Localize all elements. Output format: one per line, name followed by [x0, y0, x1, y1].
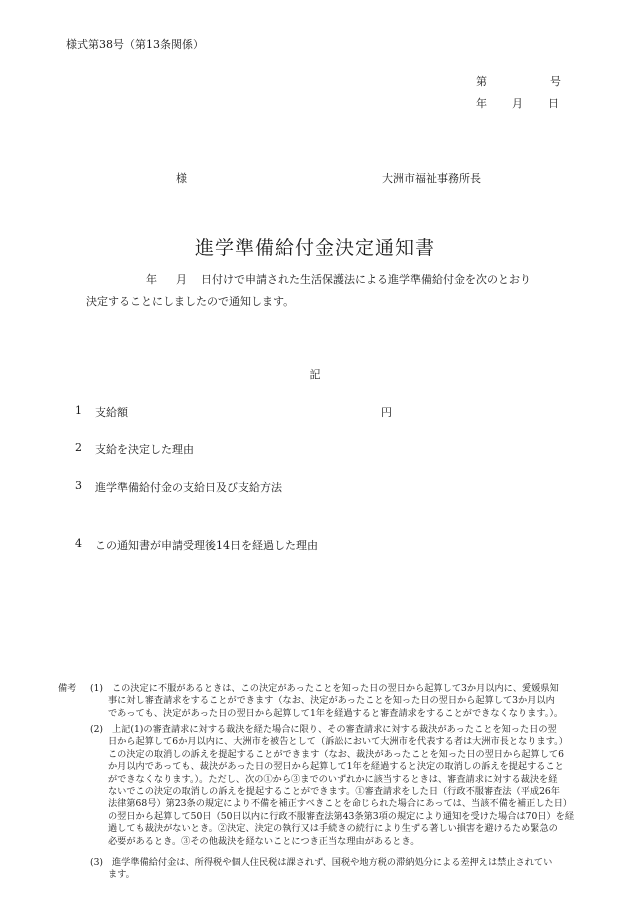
note-line: 事に対し審査請求をすることができます（なお、決定があったことを知った日の翌日から起算して3か月以内	[108, 695, 555, 707]
date-day: 日	[548, 97, 559, 110]
note-line: この決定に不服があるときは、この決定があったことを知った日の翌日から起算して3か月以内に、愛媛県知	[112, 683, 559, 694]
note-1	[90, 683, 574, 720]
note-line: であっても、決定があった日の翌日から起算して1年を経過すると審査請求をすることができなくなります。）。	[108, 707, 564, 719]
item-number: 4	[75, 537, 82, 550]
item-decision-reason	[75, 441, 375, 457]
issuer-name: 大洲市福祉事務所長	[382, 172, 481, 185]
notes-section	[58, 683, 578, 893]
note-number: (2)	[90, 724, 104, 735]
recipient-honorific: 様	[176, 172, 187, 185]
note-line: ないでこの決定の取消しの訴えを提起することができます。①審査請求をした日（行政不服審査法（平成26年	[108, 786, 560, 798]
item-number: 2	[75, 441, 82, 454]
body-line-2: 決定することにしましたので通知します。	[86, 295, 295, 308]
body-month: 月	[176, 273, 187, 286]
note-line: 上記(1)の審査請求に対する裁決を経た場合に限り、その審査請求に対する裁決があったことを知った日の翌	[112, 724, 557, 735]
note-line: か月以内であっても、裁決があった日の翌日から起算して1年を経過すると決定の取消しの訴えを提起すること	[108, 761, 564, 773]
body-line-1	[146, 271, 566, 287]
note-line: の翌日から起算して50日（50日以内に行政不服審査法第43条第3項の規定により通知を受けた場合は70日）を経	[108, 810, 575, 822]
notes-heading: 備考	[58, 683, 77, 694]
item-payment-date-method	[75, 479, 375, 495]
item-number: 1	[75, 404, 82, 417]
note-line: ができなくなります。）。ただし、次の①から③までのいずれかに該当するときは、審査請求に対する裁決を経	[108, 773, 558, 785]
note-number: (1)	[90, 683, 104, 694]
item-label: 進学準備給付金の支給日及び支給方法	[95, 481, 282, 494]
note-number: (3)	[90, 857, 104, 868]
note-line: 必要があるとき。③その他裁決を経ないことにつき正当な理由があるとき。	[108, 835, 420, 847]
doc-number-suffix: 号	[550, 75, 561, 88]
body-line-1-text: 日付けで申請された生活保護法による進学準備給付金を次のとおり	[201, 273, 531, 286]
note-2	[90, 724, 574, 848]
yen-unit: 円	[381, 406, 392, 419]
note-line: 法律第68号）第23条の規定により不備を補正すべきことを命じられた場合にあっては、当該不備を補正した日）	[108, 798, 573, 810]
item-delay-reason	[75, 537, 395, 553]
note-line: 進学準備給付金は、所得税や個人住民税は課されず、国税や地方税の滞納処分による差押えは禁止されてい	[112, 857, 553, 868]
date-year: 年	[476, 97, 487, 110]
item-payment-amount	[75, 404, 405, 420]
item-label: 支給を決定した理由	[95, 443, 194, 456]
date-month: 月	[512, 97, 523, 110]
note-line: 日から起算して6か月以内に、大洲市を被告として（訴訟において大洲市を代表する者は大洲市長となります。）	[108, 736, 568, 748]
item-label: 支給額	[95, 406, 128, 419]
document-title: 進学準備給付金決定通知書	[194, 237, 435, 259]
note-3	[90, 857, 574, 882]
body-year: 年	[146, 273, 157, 286]
doc-number-prefix: 第	[476, 75, 487, 88]
item-number: 3	[75, 479, 82, 492]
note-line: ます。	[108, 869, 135, 881]
ki-heading: 記	[309, 368, 321, 381]
note-line: 過しても裁決がないとき。②決定、決定の執行又は手続きの続行により生ずる著しい損害を避けるため緊急の	[108, 823, 558, 835]
item-label: この通知書が申請受理後14日を経過した理由	[95, 539, 318, 552]
form-number: 様式第38号（第13条関係）	[66, 38, 204, 51]
note-line: この決定の取消しの訴えを提起することができます（なお、裁決があったことを知った日の翌日から起算して6	[108, 748, 564, 760]
